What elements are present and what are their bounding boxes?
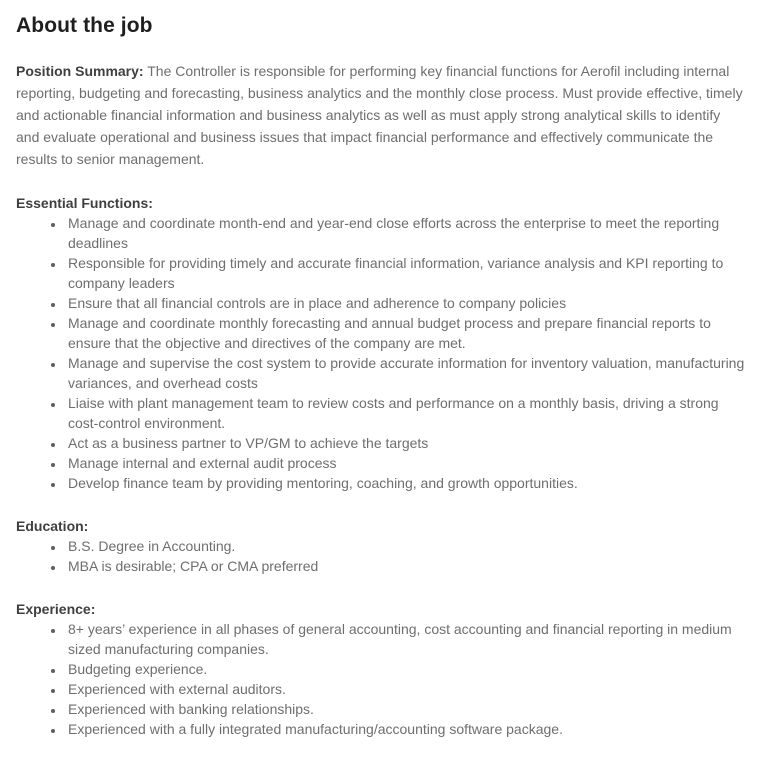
section-experience bbox=[16, 599, 745, 739]
list-item: • Act as a business partner to VP/GM to achieve the targets bbox=[65, 433, 745, 453]
bullet-list bbox=[16, 213, 745, 493]
section-heading: Essential Functions: bbox=[16, 195, 153, 211]
list-item: • Develop finance team by providing mentoring, coaching, and growth opportunities. bbox=[65, 473, 745, 493]
list-item: • Manage and coordinate month-end and year-end close efforts across the enterprise to meet the reporting deadlines bbox=[65, 213, 745, 253]
list-item: • Experienced with banking relationships. bbox=[65, 699, 745, 719]
list-item: • MBA is desirable; CPA or CMA preferred bbox=[65, 556, 745, 576]
bullet-list bbox=[16, 536, 745, 576]
list-item: • Manage and coordinate monthly forecasting and annual budget process and prepare financial reports to ensure that the objective and directives of the company are met. bbox=[65, 313, 745, 353]
list-item: • Budgeting experience. bbox=[65, 659, 745, 679]
section-essential-functions bbox=[16, 193, 745, 493]
position-summary-text: The Controller is responsible for performing key financial functions for Aerofil including internal reporting, budgeting and forecasting, business analytics and the monthly close process. Must provide effective, timely and actionable financial information and business analytics as well as must apply strong analytical skills to identify and evaluate operational and business issues that impact financial performance and effectively communicate the results to senior management. bbox=[16, 63, 743, 167]
page-title: About the job bbox=[16, 14, 153, 37]
section-heading: Experience: bbox=[16, 601, 96, 617]
list-item: • Manage internal and external audit process bbox=[65, 453, 745, 473]
list-item: • Experienced with a fully integrated manufacturing/accounting software package. bbox=[65, 719, 745, 739]
list-item: • 8+ years’ experience in all phases of general accounting, cost accounting and financial reporting in medium sized manufacturing companies. bbox=[65, 619, 745, 659]
list-item: • Manage and supervise the cost system to provide accurate information for inventory valuation, manufacturing variances, and overhead costs bbox=[65, 353, 745, 393]
position-summary bbox=[16, 60, 745, 170]
section-heading: Education: bbox=[16, 518, 89, 534]
position-summary-label: Position Summary: bbox=[16, 63, 144, 79]
list-item: • Experienced with external auditors. bbox=[65, 679, 745, 699]
section-education bbox=[16, 516, 745, 576]
list-item: • Responsible for providing timely and accurate financial information, variance analysis and KPI reporting to company leaders bbox=[65, 253, 745, 293]
list-item: • Ensure that all financial controls are in place and adherence to company policies bbox=[65, 293, 745, 313]
list-item: • Liaise with plant management team to review costs and performance on a monthly basis, driving a strong cost-control environment. bbox=[65, 393, 745, 433]
list-item: • B.S. Degree in Accounting. bbox=[65, 536, 745, 556]
bullet-list bbox=[16, 619, 745, 739]
